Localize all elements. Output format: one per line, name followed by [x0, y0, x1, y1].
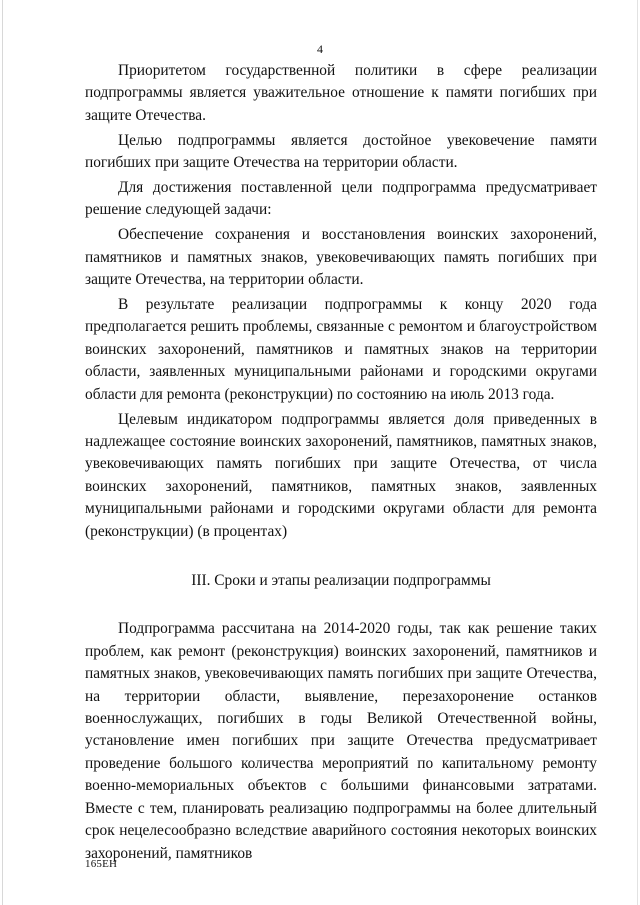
page-number: 4 — [317, 42, 323, 56]
document-code: 165ЕН — [85, 858, 118, 870]
paragraph-indicator: Целевым индикатором подпрограммы является доля приведенных в надлежащее состояние воинских захоронений, памятников, памятных знаков, увековечивающих память погибших при защите Отечества, от числа воинских захоронений, памятников, памятных знаков, заявленных муниципальными районами и городскими округами области для ремонта (реконструкции) (в процентах) — [85, 410, 597, 540]
left-scan-edge — [2, 0, 3, 905]
paragraph-task: Обеспечение сохранения и восстановления воинских захоронений, памятников и памятных знаков, увековечивающих память погибших при защите Отечества, на территории области. — [85, 226, 597, 289]
paragraph-task-intro: Для достижения поставленной цели подпрограмма предусматривает решение следующей задачи: — [85, 179, 597, 219]
document-body — [85, 60, 597, 867]
paragraph-priority: Приоритетом государственной политики в сфере реализации подпрограммы является уважительное отношение к памяти погибших при защите Отечества. — [85, 62, 597, 124]
paragraph-timeline: Подпрограмма рассчитана на 2014-2020 годы, так как решение таких проблем, как ремонт (реконструкция) воинских захоронений, памятников и памятных знаков, увековечивающих память погибших при защите Отечества, на территории области, выявление, перезахоронение останков военнослужащих, погибших в годы Великой Отечественной войны, установление имен погибших при защите Отечества предусматривает проведение большого количества мероприятий по капитальному ремонту военно-мемориальных объектов с большими финансовыми затратами. Вместе с тем, планировать реализацию подпрограммы на более длительный срок нецелесообразно вследствие аварийного состояния некоторых воинских захоронений, памятников — [85, 620, 597, 862]
right-scan-edge — [637, 0, 638, 905]
section-heading: III. Сроки и этапы реализации подпрограммы — [191, 572, 491, 590]
paragraph-results: В результате реализации подпрограммы к концу 2020 года предполагается решить проблемы, связанные с ремонтом и благоустройством воинских захоронений, памятников и памятных знаков на территории области, заявленных муниципальными районами и городскими округами области для ремонта (реконструкции) по состоянию на июль 2013 года. — [85, 296, 597, 403]
paragraph-goal: Целью подпрограммы является достойное увековечение памяти погибших при защите Отечества на территории области. — [85, 131, 597, 172]
